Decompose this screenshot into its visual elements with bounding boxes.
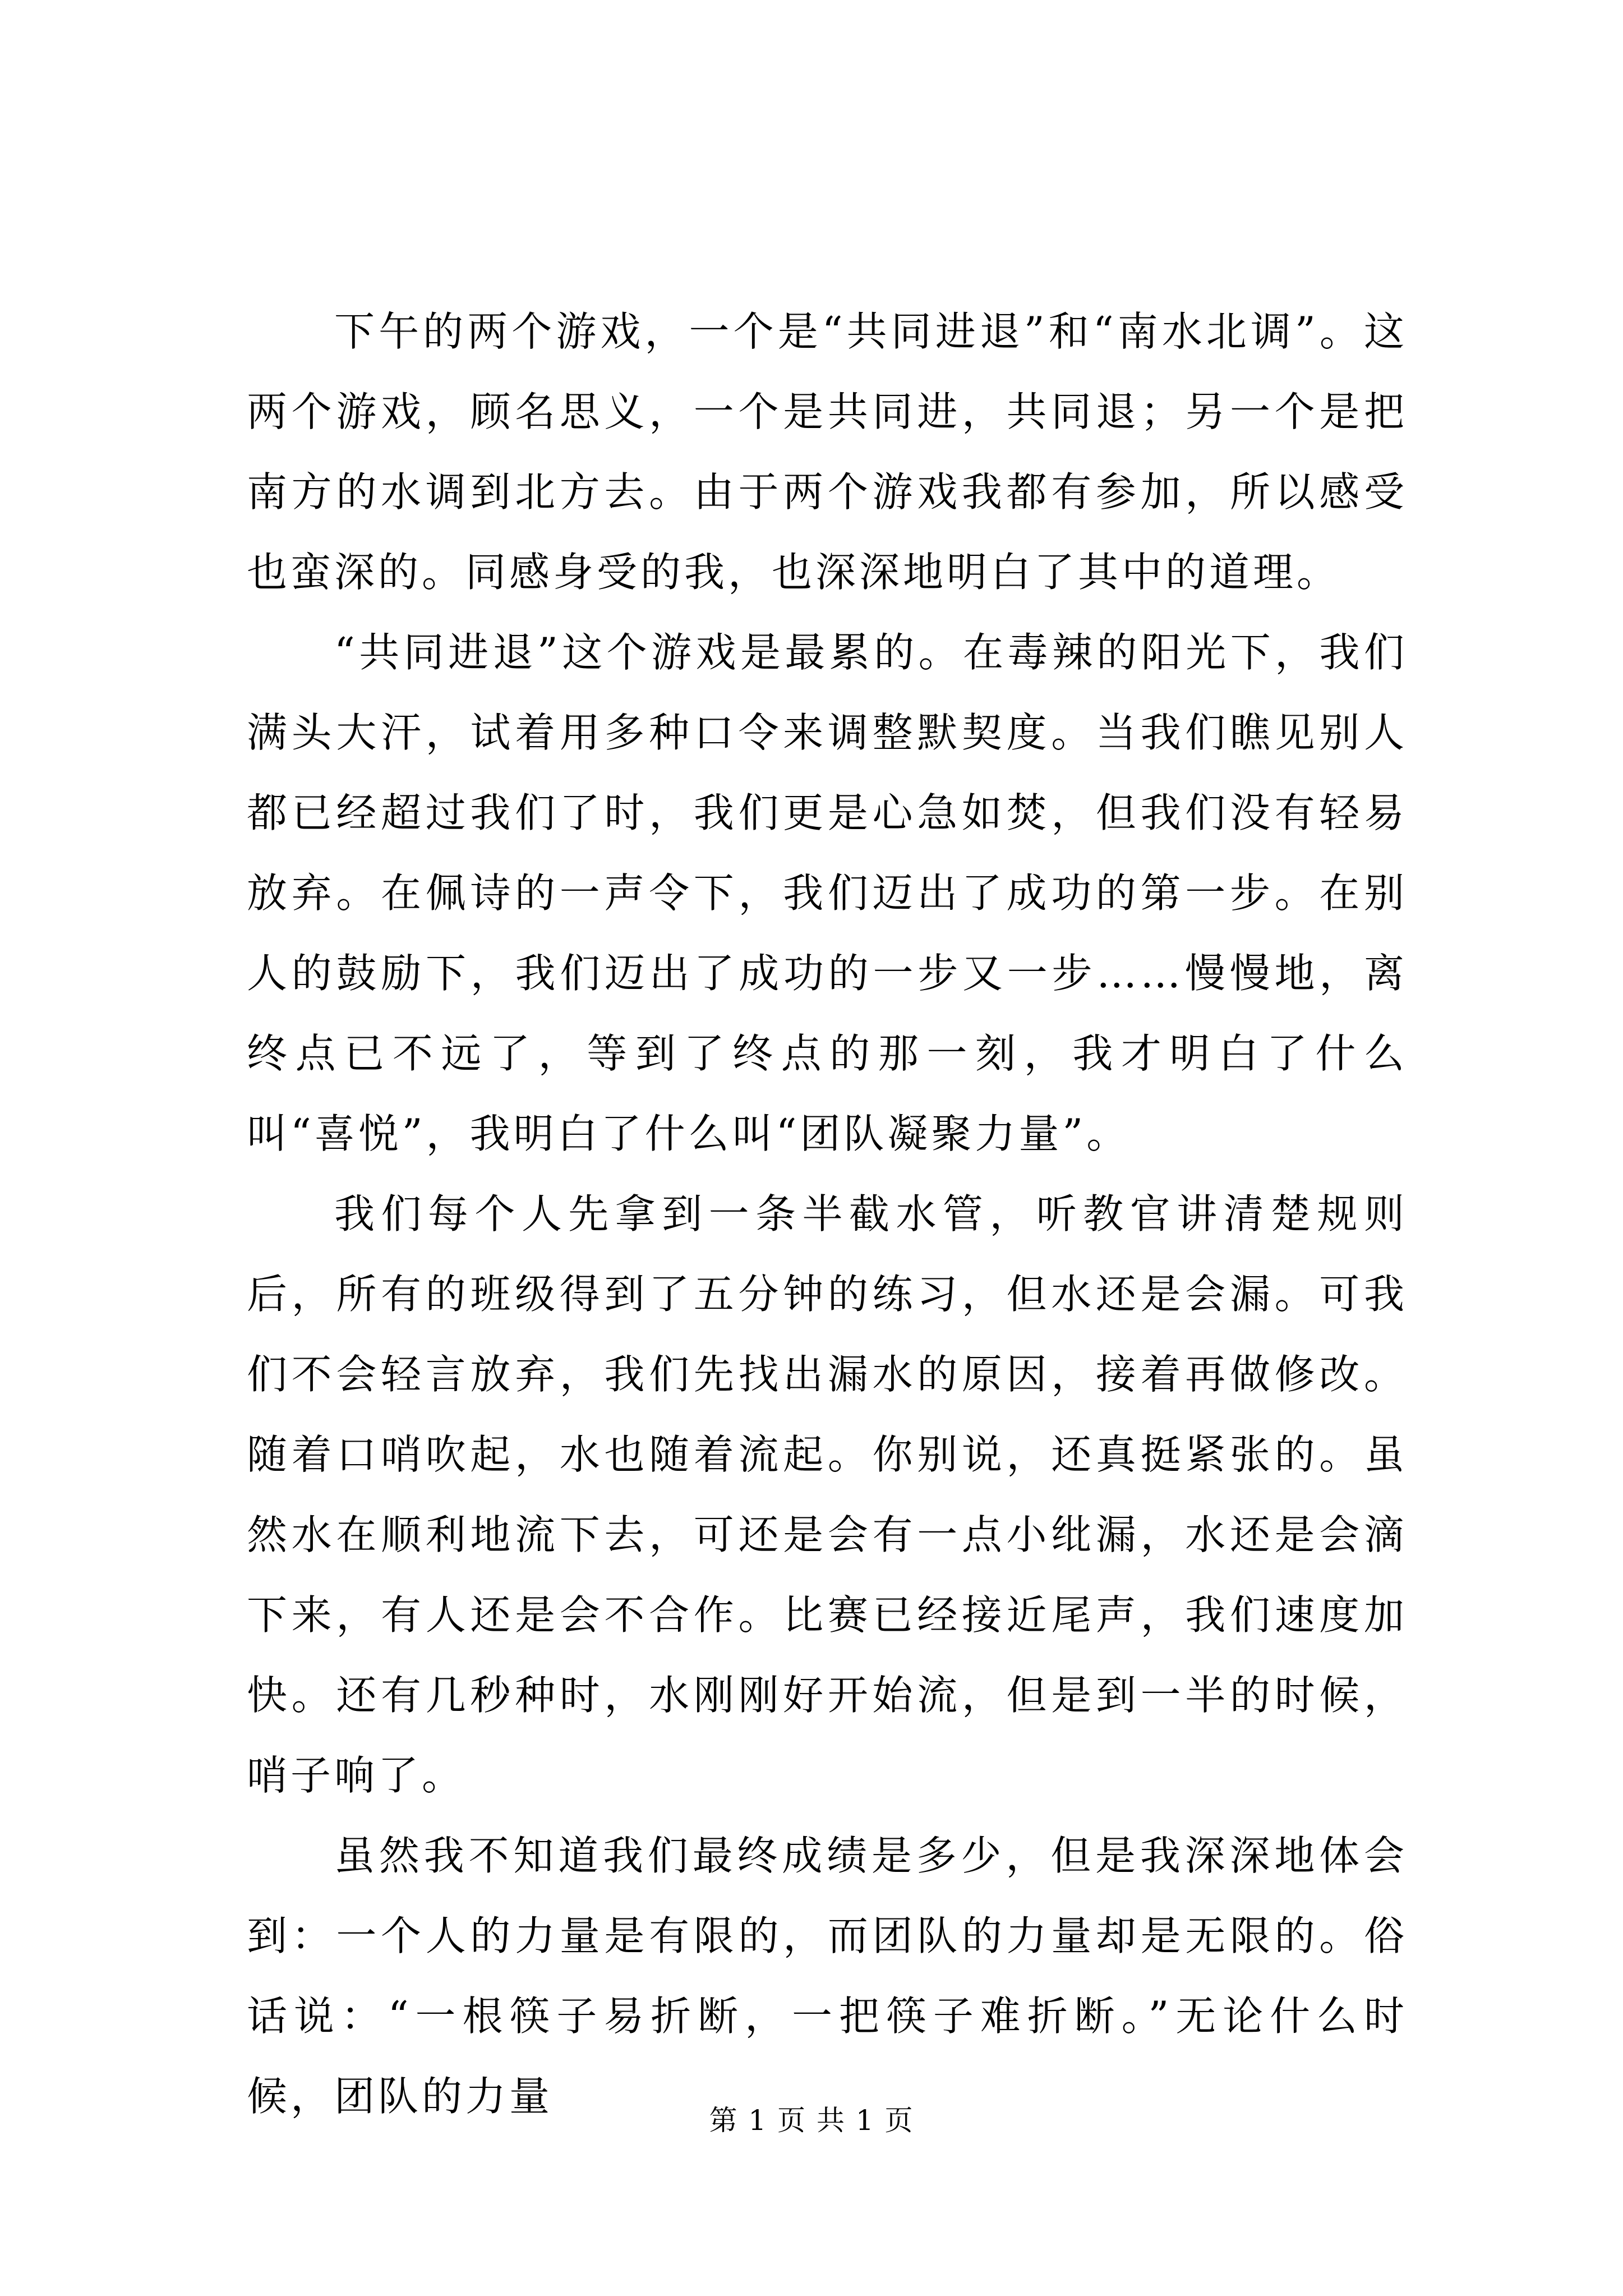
document-body bbox=[247, 292, 1408, 2137]
paragraph-4: 虽然我不知道我们最终成绩是多少，但是我深深地体会到：一个人的力量是有限的，而团队的力量却是无限的。俗话说：“一根筷子易折断，一把筷子难折断。”无论什么时候，团队的力量 bbox=[247, 1832, 1408, 2120]
paragraph-1: 下午的两个游戏，一个是“共同进退”和“南水北调”。这两个游戏，顾名思义，一个是共同进，共同退；另一个是把南方的水调到北方去。由于两个游戏我都有参加，所以感受也蛮深的。同感身受的我，也深深地明白了其中的道理。 bbox=[247, 308, 1408, 596]
paragraph-3: 我们每个人先拿到一条半截水管，听教官讲清楚规则后，所有的班级得到了五分钟的练习，但水还是会漏。可我们不会轻言放弃，我们先找出漏水的原因，接着再做修改。随着口哨吹起，水也随着流起。你别说，还真挺紧张的。虽然水在顺利地流下去，可还是会有一点小纰漏，水还是会滴下来，有人还是会不合作。比赛已经接近尾声，我们速度加快。还有几秒种时，水刚刚好开始流，但是到一半的时候，哨子响了。 bbox=[247, 1190, 1408, 1799]
paragraph-2: “共同进退”这个游戏是最累的。在毒辣的阳光下，我们满头大汗，试着用多种口令来调整默契度。当我们瞧见别人都已经超过我们了时，我们更是心急如焚，但我们没有轻易放弃。在佩诗的一声令下，我们迈出了成功的第一步。在别人的鼓励下，我们迈出了成功的一步又一步……慢慢地，离终点已不远了，等到了终点的那一刻，我才明白了什么叫“喜悦”，我明白了什么叫“团队凝聚力量”。 bbox=[247, 629, 1408, 1157]
page-footer: 第 1 页 共 1 页 bbox=[709, 2104, 914, 2137]
